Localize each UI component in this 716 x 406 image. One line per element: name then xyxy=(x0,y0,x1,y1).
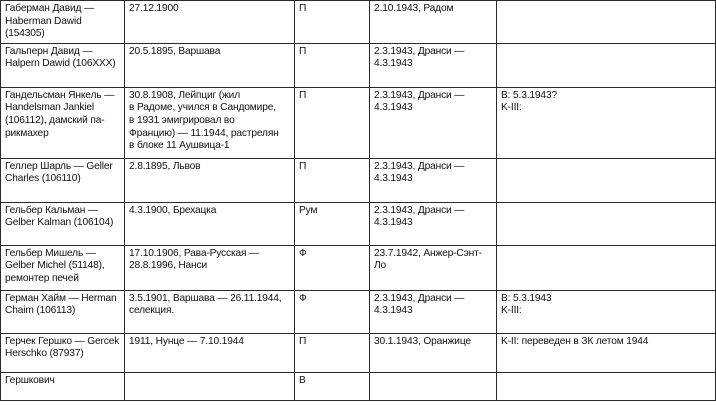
table-row xyxy=(1,158,716,202)
notes-cell xyxy=(497,43,716,87)
birth-death-cell: 3.5.1901, Варшава — 26.11.1944, селекция. xyxy=(125,290,295,333)
notes-cell xyxy=(497,202,716,245)
notes-cell xyxy=(497,245,716,290)
prisoner-name-cell: Герман Хайм — Herman Chaim (106113) xyxy=(1,290,125,333)
category-cell: П xyxy=(295,87,370,158)
notes-cell xyxy=(497,158,716,202)
table-row xyxy=(1,372,716,400)
notes-cell: В: 5.3.1943? K-III: xyxy=(497,87,716,158)
category-cell: П xyxy=(295,333,370,372)
birth-death-cell: 1911, Нунце — 7.10.1944 xyxy=(125,333,295,372)
deportation-cell: 2.3.1943, Дранси — 4.3.1943 xyxy=(370,43,497,87)
table-row xyxy=(1,87,716,158)
table-row xyxy=(1,1,716,44)
prisoner-name-cell: Габерман Давид — Haberman Dawid (154305) xyxy=(1,1,125,44)
deportation-cell: 2.3.1943, Дранси — 4.3.1943 xyxy=(370,202,497,245)
category-cell: Ф xyxy=(295,245,370,290)
table-row xyxy=(1,333,716,372)
notes-cell: K-II: переведен в ЗК летом 1944 xyxy=(497,333,716,372)
notes-cell xyxy=(497,1,716,44)
deportation-cell: 23.7.1942, Анжер-Сэнт- Ло xyxy=(370,245,497,290)
birth-death-cell: 27.12.1900 xyxy=(125,1,295,44)
table-row xyxy=(1,290,716,333)
birth-death-cell xyxy=(125,372,295,400)
category-cell: П xyxy=(295,158,370,202)
deportation-cell: 2.3.1943, Дранси — 4.3.1943 xyxy=(370,158,497,202)
category-cell: П xyxy=(295,43,370,87)
prisoner-name-cell: Гальперн Давид — Halpern Dawid (106XXX) xyxy=(1,43,125,87)
prisoner-name-cell: Герчек Гершко — Gercek Herschko (87937) xyxy=(1,333,125,372)
birth-death-cell: 4.3.1900, Брехацка xyxy=(125,202,295,245)
notes-cell xyxy=(497,372,716,400)
birth-death-cell: 2.8.1895, Львов xyxy=(125,158,295,202)
table-row xyxy=(1,43,716,87)
deportation-cell: 2.3.1943, Дранси — 4.3.1943 xyxy=(370,87,497,158)
prisoner-name-cell: Гандельсман Янкель — Handelsman Jankiel (106112), дамский па- рикмахер xyxy=(1,87,125,158)
prisoner-name-cell: Геллер Шарль — Geller Charles (106110) xyxy=(1,158,125,202)
deportation-cell: 2.10.1943, Радом xyxy=(370,1,497,44)
category-cell: В xyxy=(295,372,370,400)
birth-death-cell: 20.5.1895, Варшава xyxy=(125,43,295,87)
prisoner-name-cell: Гершкович xyxy=(1,372,125,400)
table-row xyxy=(1,202,716,245)
prisoner-name-cell: Гельбер Кальман — Gelber Kalman (106104) xyxy=(1,202,125,245)
birth-death-cell: 17.10.1906, Рава-Русская — 28.8.1996, Нанси xyxy=(125,245,295,290)
deportation-cell: 30.1.1943, Оранжице xyxy=(370,333,497,372)
notes-cell: В: 5.3.1943 K-III: xyxy=(497,290,716,333)
category-cell: П xyxy=(295,1,370,44)
birth-death-cell: 30.8.1908, Лейпциг (жил в Радоме, учился в Сандомире, в 1931 эмигрировал во Францию) — 11.1944, растрелян в блоке 11 Аушвица-1 xyxy=(125,87,295,158)
table-row xyxy=(1,245,716,290)
category-cell: Рум xyxy=(295,202,370,245)
category-cell: Ф xyxy=(295,290,370,333)
deportation-cell: 2.3.1943, Дранси — 4.3.1943 xyxy=(370,290,497,333)
deportation-cell xyxy=(370,372,497,400)
prisoner-name-cell: Гельбер Мишель — Gelber Michel (51148), ремонтер печей xyxy=(1,245,125,290)
